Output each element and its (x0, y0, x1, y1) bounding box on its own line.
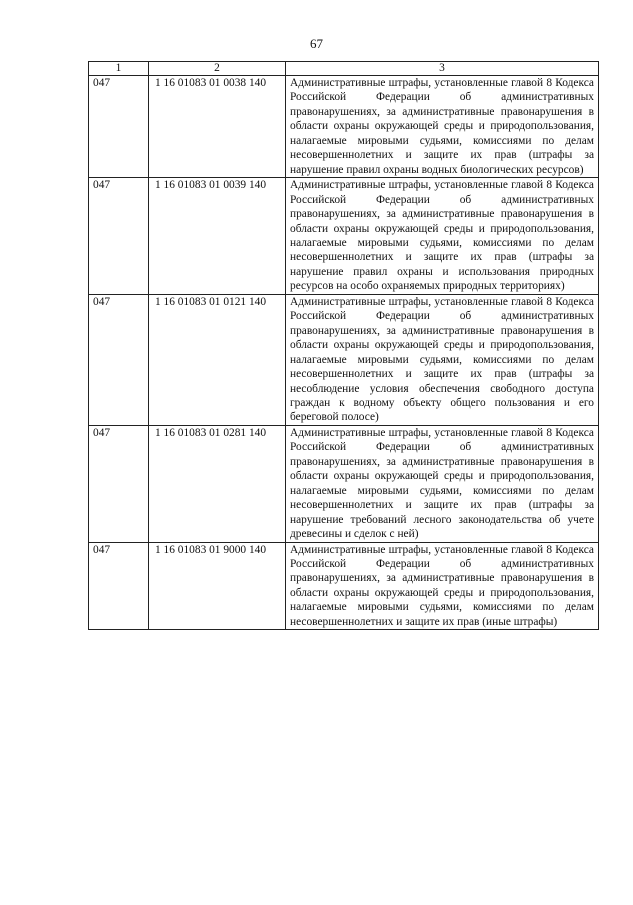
column-header-3: 3 (286, 62, 599, 76)
budget-code-cell: 1 16 01083 01 0121 140 (149, 294, 286, 425)
description-cell: Административные штрафы, установленные главой 8 Кодекса Российской Федерации об административных правонарушениях, за административные правонарушения в области охраны окружающей среды и природопользования, налагаемые мировыми судьями, комиссиями по делам несовершеннолетних и защите их прав (штрафы за нарушение требований лесного законодательства об учете древесины и сделок с ней) (286, 425, 599, 542)
description-cell: Административные штрафы, установленные главой 8 Кодекса Российской Федерации об административных правонарушениях, за административные правонарушения в области охраны окружающей среды и природопользования, налагаемые мировыми судьями, комиссиями по делам несовершеннолетних и защите их прав (штрафы за нарушение правил охраны и использования природных ресурсов на особо охраняемых природных территориях) (286, 178, 599, 295)
budget-codes-table (88, 61, 599, 630)
column-header-1: 1 (89, 62, 149, 76)
table-row (89, 542, 599, 630)
table-row (89, 425, 599, 542)
budget-code-cell: 1 16 01083 01 9000 140 (149, 542, 286, 630)
budget-code-cell: 1 16 01083 01 0038 140 (149, 76, 286, 178)
admin-code-cell: 047 (89, 425, 149, 542)
table-row (89, 178, 599, 295)
budget-code-cell: 1 16 01083 01 0039 140 (149, 178, 286, 295)
description-cell: Административные штрафы, установленные главой 8 Кодекса Российской Федерации об административных правонарушениях, за административные правонарушения в области охраны окружающей среды и природопользования, налагаемые мировыми судьями, комиссиями по делам несовершеннолетних и защите их прав (штрафы за несоблюдение условия обеспечения свободного доступа граждан к водному объекту общего пользования и его береговой полосе) (286, 294, 599, 425)
table-header-row (89, 62, 599, 76)
description-cell: Административные штрафы, установленные главой 8 Кодекса Российской Федерации об административных правонарушениях, за административные правонарушения в области охраны окружающей среды и природопользования, налагаемые мировыми судьями, комиссиями по делам несовершеннолетних и защите их прав (штрафы за нарушение правил охраны водных биологических ресурсов) (286, 76, 599, 178)
admin-code-cell: 047 (89, 294, 149, 425)
column-header-2: 2 (149, 62, 286, 76)
budget-code-cell: 1 16 01083 01 0281 140 (149, 425, 286, 542)
page-number: 67 (310, 36, 323, 51)
admin-code-cell: 047 (89, 178, 149, 295)
admin-code-cell: 047 (89, 76, 149, 178)
admin-code-cell: 047 (89, 542, 149, 630)
description-cell: Административные штрафы, установленные главой 8 Кодекса Российской Федерации об административных правонарушениях, за административные правонарушения в области охраны окружающей среды и природопользования, налагаемые мировыми судьями, комиссиями по делам несовершеннолетних и защите их прав (иные штрафы) (286, 542, 599, 630)
table-row (89, 294, 599, 425)
table-row (89, 76, 599, 178)
